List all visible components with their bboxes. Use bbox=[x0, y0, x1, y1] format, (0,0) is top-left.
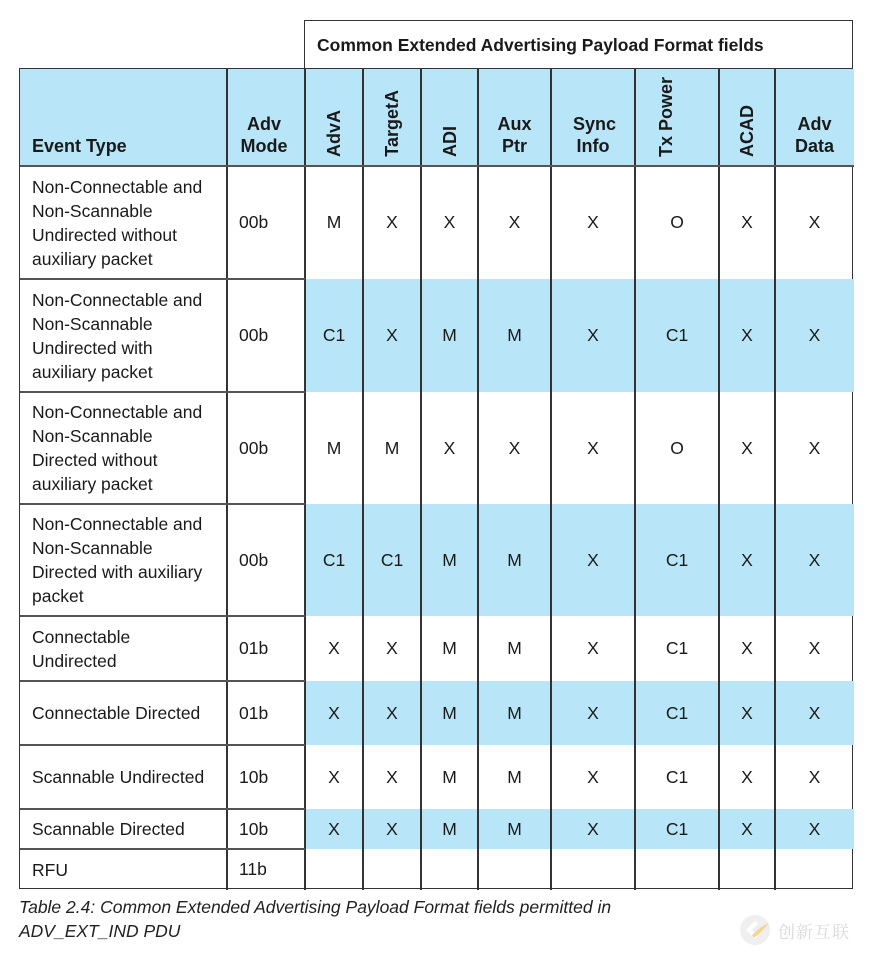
field-value-cell: X bbox=[443, 437, 456, 458]
field-value-cell: X bbox=[328, 638, 340, 658]
header-acad-label: ACAD bbox=[737, 105, 757, 157]
event-type-cell: Non-Connectable and Non-Scannable Undirected with auxiliary packet bbox=[32, 289, 203, 382]
header-adi bbox=[421, 69, 478, 166]
row-divider bbox=[20, 615, 305, 617]
row-divider bbox=[20, 391, 305, 393]
field-value-cell: C1 bbox=[305, 279, 363, 392]
field-value-cell: X bbox=[551, 279, 635, 392]
header-acad bbox=[719, 69, 775, 166]
header-sync-info bbox=[551, 69, 635, 166]
header-aux-ptr-label: Aux Ptr bbox=[497, 114, 532, 156]
row-divider bbox=[20, 848, 305, 850]
field-value-cell: X bbox=[741, 638, 753, 658]
row-divider bbox=[20, 680, 305, 682]
caption-line-2: ADV_EXT_IND PDU bbox=[19, 921, 181, 941]
field-value-cell: X bbox=[305, 809, 363, 849]
header-tx-power-label: Tx Power bbox=[656, 76, 676, 157]
watermark-text: 创新互联 bbox=[778, 922, 850, 942]
field-value-cell: M bbox=[507, 766, 522, 787]
field-value-cell: M bbox=[326, 212, 342, 232]
field-value-cell: M bbox=[478, 681, 551, 745]
brand-logo-icon bbox=[738, 913, 772, 947]
adv-mode-cell: 00b bbox=[239, 437, 269, 458]
column-divider bbox=[362, 69, 364, 890]
field-value-cell: M bbox=[442, 638, 457, 658]
row-divider bbox=[20, 808, 305, 810]
group-header: Common Extended Advertising Payload Format fields bbox=[304, 20, 853, 69]
adv-mode-cell: 01b bbox=[239, 638, 269, 658]
field-value-cell: X bbox=[719, 809, 775, 849]
field-value-cell: X bbox=[443, 212, 456, 232]
field-value-cell: X bbox=[808, 766, 821, 787]
column-divider bbox=[718, 69, 720, 890]
field-value-cell: C1 bbox=[305, 504, 363, 616]
row-divider bbox=[20, 503, 305, 505]
field-value-cell: M bbox=[421, 279, 478, 392]
header-targeta-label: TargetA bbox=[382, 90, 402, 157]
header-sync-info-label: Sync Info bbox=[573, 114, 617, 156]
event-type-cell: Scannable Undirected bbox=[32, 767, 205, 787]
header-adv-mode-label: Adv Mode bbox=[240, 114, 288, 156]
header-adv-data bbox=[775, 69, 854, 166]
field-value-cell: M bbox=[421, 809, 478, 849]
field-value-cell: O bbox=[670, 212, 684, 232]
field-value-cell: X bbox=[741, 437, 753, 458]
adv-mode-cell: 01b bbox=[239, 702, 269, 723]
field-value-cell: M bbox=[384, 437, 400, 458]
field-value-cell bbox=[775, 849, 854, 890]
header-aux-ptr bbox=[478, 69, 551, 166]
field-value-cell: C1 bbox=[363, 504, 421, 616]
field-value-cell: X bbox=[386, 638, 398, 658]
caption-line-1: Table 2.4: Common Extended Advertising Payload Format fields permitted in bbox=[19, 897, 612, 917]
field-value-cell bbox=[421, 849, 478, 890]
field-value-cell bbox=[363, 849, 421, 890]
field-value-cell: X bbox=[508, 437, 521, 458]
field-value-cell: X bbox=[363, 681, 421, 745]
field-value-cell: X bbox=[808, 437, 821, 458]
row-divider bbox=[20, 744, 305, 746]
field-value-cell: X bbox=[551, 809, 635, 849]
event-type-cell: Connectable Undirected bbox=[32, 626, 131, 671]
header-event-type bbox=[20, 69, 227, 166]
event-type-cell: Non-Connectable and Non-Scannable Undirected without auxiliary packet bbox=[32, 176, 203, 269]
field-value-cell: X bbox=[587, 766, 599, 787]
field-value-cell bbox=[478, 849, 551, 890]
field-value-cell: X bbox=[551, 681, 635, 745]
event-type-cell: RFU bbox=[32, 859, 68, 880]
column-divider bbox=[304, 69, 306, 890]
field-value-cell: M bbox=[478, 279, 551, 392]
column-divider bbox=[774, 69, 776, 890]
header-adva bbox=[305, 69, 363, 166]
field-value-cell: X bbox=[741, 766, 753, 787]
header-adi-label: ADI bbox=[439, 126, 460, 157]
field-value-cell: X bbox=[587, 212, 599, 232]
field-value-cell bbox=[551, 849, 635, 890]
field-value-cell bbox=[635, 849, 719, 890]
event-type-cell: Non-Connectable and Non-Scannable Directed with auxiliary packet bbox=[32, 514, 203, 606]
field-value-cell: X bbox=[587, 437, 599, 458]
field-value-cell: X bbox=[508, 212, 521, 232]
column-divider bbox=[550, 69, 552, 890]
field-value-cell: X bbox=[808, 638, 821, 658]
adv-mode-cell: 00b bbox=[239, 212, 269, 232]
field-value-cell: X bbox=[808, 212, 821, 232]
adv-mode-cell: 00b bbox=[239, 549, 269, 570]
header-adv-data-label: Adv Data bbox=[794, 114, 834, 156]
column-divider bbox=[420, 69, 422, 890]
field-value-cell: M bbox=[507, 638, 522, 658]
adv-mode-cell: 00b bbox=[239, 325, 269, 345]
field-value-cell: M bbox=[478, 504, 551, 616]
field-value-cell: X bbox=[363, 809, 421, 849]
header-tx-power bbox=[635, 69, 719, 166]
field-value-cell: X bbox=[328, 766, 340, 787]
header-event-type-label: Event Type bbox=[32, 136, 127, 156]
field-value-cell bbox=[305, 849, 363, 890]
field-value-cell: X bbox=[775, 279, 854, 392]
field-value-cell: X bbox=[363, 279, 421, 392]
field-value-cell: X bbox=[587, 638, 599, 658]
event-type-cell: Non-Connectable and Non-Scannable Directed without auxiliary packet bbox=[32, 402, 203, 494]
field-value-cell bbox=[719, 849, 775, 890]
event-type-cell: Connectable Directed bbox=[32, 703, 201, 723]
field-value-cell: M bbox=[326, 437, 342, 458]
column-divider bbox=[634, 69, 636, 890]
field-value-cell: C1 bbox=[635, 504, 719, 616]
field-value-cell: X bbox=[305, 681, 363, 745]
field-value-cell: X bbox=[386, 212, 398, 232]
field-value-cell: M bbox=[421, 504, 478, 616]
column-divider bbox=[477, 69, 479, 890]
field-value-cell: C1 bbox=[665, 638, 689, 658]
watermark bbox=[738, 908, 868, 952]
field-value-cell: X bbox=[775, 809, 854, 849]
field-value-cell: X bbox=[719, 504, 775, 616]
header-targeta bbox=[363, 69, 421, 166]
header-adv-mode bbox=[227, 69, 305, 166]
row-divider bbox=[20, 165, 854, 167]
table-caption bbox=[19, 895, 739, 943]
adv-mode-cell: 10b bbox=[239, 766, 269, 787]
field-value-cell: M bbox=[421, 681, 478, 745]
field-value-cell: X bbox=[551, 504, 635, 616]
field-value-cell: C1 bbox=[635, 279, 719, 392]
field-value-cell: C1 bbox=[635, 809, 719, 849]
field-value-cell: X bbox=[741, 212, 753, 232]
event-type-cell: Scannable Directed bbox=[32, 819, 185, 839]
field-value-cell: M bbox=[442, 766, 457, 787]
payload-fields-table bbox=[19, 68, 853, 889]
header-adva-label: AdvA bbox=[324, 109, 344, 157]
field-value-cell: C1 bbox=[635, 681, 719, 745]
column-divider bbox=[226, 69, 228, 890]
field-value-cell: X bbox=[719, 279, 775, 392]
field-value-cell: C1 bbox=[665, 766, 689, 787]
row-divider bbox=[20, 278, 305, 280]
field-value-cell: X bbox=[775, 504, 854, 616]
field-value-cell: X bbox=[775, 681, 854, 745]
field-value-cell: X bbox=[386, 766, 398, 787]
adv-mode-cell: 11b bbox=[239, 859, 267, 879]
field-value-cell: M bbox=[478, 809, 551, 849]
adv-mode-cell: 10b bbox=[239, 818, 269, 839]
field-value-cell: X bbox=[719, 681, 775, 745]
field-value-cell: O bbox=[670, 437, 684, 458]
